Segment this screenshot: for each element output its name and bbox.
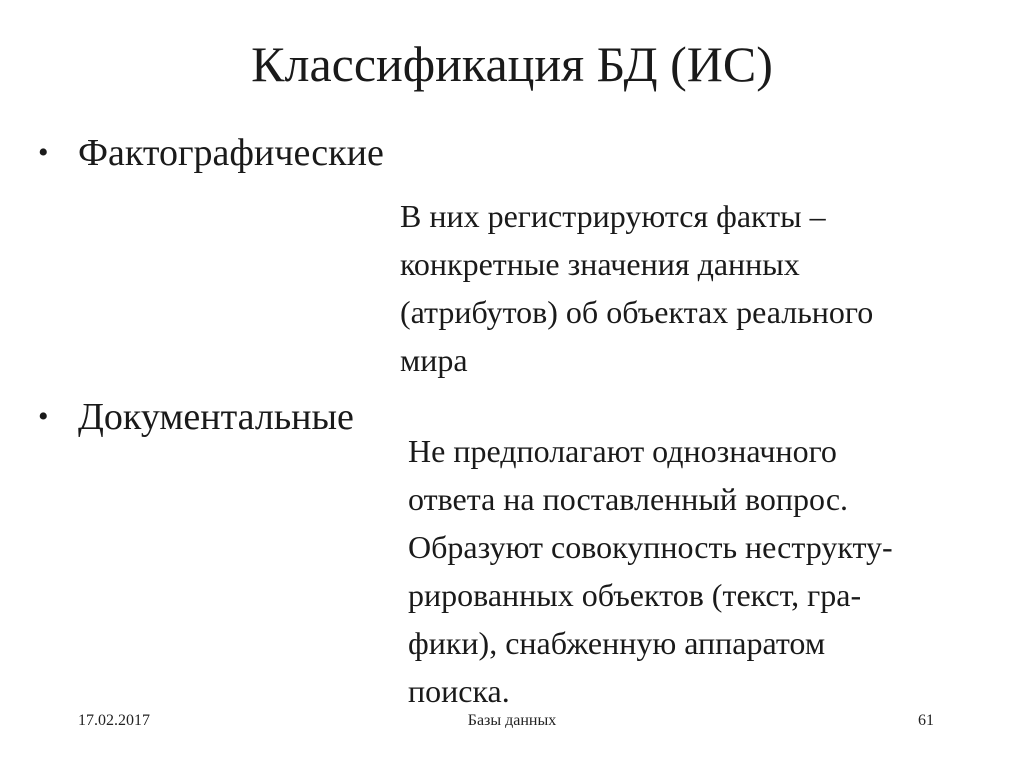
description-line: рированных объектов (текст, гра- (408, 577, 862, 613)
description-line: поиска. (408, 673, 510, 709)
bullet-icon: • (38, 400, 49, 433)
slide-title: Классификация БД (ИС) (251, 36, 773, 92)
bullet-item-documentary (38, 394, 354, 440)
description-line: ответа на поставленный вопрос. (408, 481, 849, 517)
bullet-item-factographic (38, 130, 384, 176)
description-line: Не предполагают однозначного (408, 433, 837, 469)
description-line: Образуют совокупность неструкту- (408, 529, 893, 565)
description-line: фики), снабженную аппаратом (408, 625, 826, 661)
description-line: конкретные значения данных (400, 246, 800, 282)
documentary-description (408, 427, 893, 715)
footer-page-number: 61 (918, 712, 934, 729)
footer-date: 17.02.2017 (78, 712, 150, 729)
description-line: мира (400, 342, 468, 378)
bullet-icon: • (38, 136, 49, 169)
description-line: В них регистрируются факты – (400, 198, 826, 234)
factographic-description (400, 192, 873, 384)
description-line: (атрибутов) об объектах реального (400, 294, 874, 330)
footer-subject: Базы данных (467, 712, 557, 729)
bullet-heading: Документальные (78, 396, 354, 438)
bullet-heading: Фактографические (78, 132, 384, 174)
